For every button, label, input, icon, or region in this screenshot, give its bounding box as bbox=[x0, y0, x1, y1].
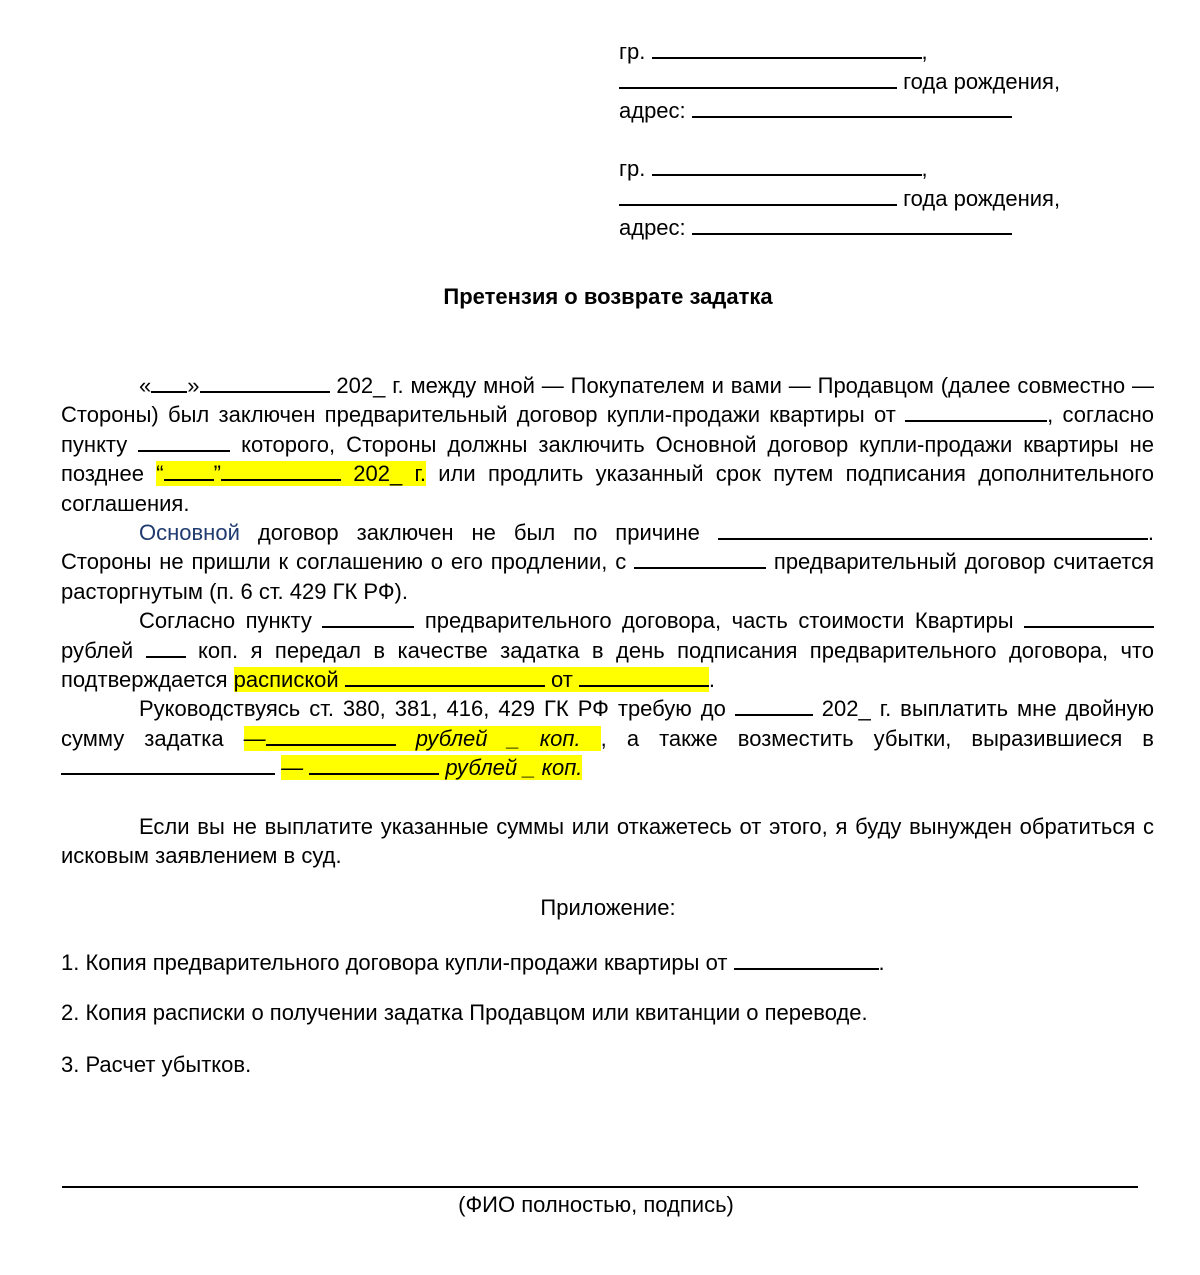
name-blank bbox=[652, 154, 922, 176]
losses-reason-blank bbox=[61, 753, 275, 775]
losses-amount-blank bbox=[309, 753, 439, 775]
day-blank bbox=[151, 371, 187, 393]
termination-date-blank bbox=[634, 547, 766, 569]
deadline-highlight: “ ” 202_ г. bbox=[156, 461, 426, 487]
annex-title: Приложение: bbox=[540, 895, 676, 920]
address-line: адрес: bbox=[619, 213, 1139, 243]
address-blank bbox=[692, 213, 1012, 235]
document-title: Претензия о возврате задатка bbox=[443, 284, 773, 309]
signature-label: (ФИО полностью, подпись) bbox=[458, 1192, 734, 1217]
deadline-month-blank bbox=[221, 459, 341, 481]
annex-item-3: 3. Расчет убытков. bbox=[61, 1052, 252, 1077]
signature-line bbox=[62, 1186, 1138, 1188]
double-deposit-blank bbox=[266, 724, 396, 746]
payment-date-blank bbox=[735, 694, 813, 716]
paragraph-1: « » 202_ г. между мной — Покупателем и вами — Продавцом (далее совместно — Стороны) был заключен предварительный договор купли-продажи квартиры от , согласно пункту которого, Стороны должны заключить Основной договор купли-продажи квартиры не позднее “ ” 202_ г. или продлить указанный срок путем подписания дополнительного соглашения. bbox=[61, 373, 1155, 516]
document-body bbox=[61, 371, 1154, 783]
birth-year-blank bbox=[619, 67, 897, 89]
clause-blank bbox=[138, 430, 230, 452]
clause-blank bbox=[322, 606, 414, 628]
receipt-blank bbox=[345, 665, 545, 687]
reason-blank bbox=[718, 518, 1148, 540]
annex-item-2: 2. Копия расписки о получении задатка Продавцом или квитанции о переводе. bbox=[61, 1000, 868, 1025]
addressee-block-1 bbox=[619, 37, 1139, 126]
annex-item-1: 1. Копия предварительного договора купли-продажи квартиры от . bbox=[61, 950, 885, 975]
address-blank bbox=[692, 96, 1012, 118]
citizen-line: гр. , bbox=[619, 39, 928, 64]
citizen-line: гр. , bbox=[619, 156, 928, 181]
annex-date-blank bbox=[734, 948, 879, 970]
address-line: адрес: bbox=[619, 96, 1139, 126]
name-blank bbox=[652, 37, 922, 59]
paragraph-2: Основной договор заключен не был по причине . Стороны не пришли к соглашению о его продлении, с предварительный договор считается расторгнутым (п. 6 ст. 429 ГК РФ). bbox=[61, 520, 1155, 604]
double-deposit-highlight: — рублей _ коп. bbox=[243, 725, 601, 751]
warning-paragraph-wrap bbox=[61, 812, 1154, 871]
paragraph-4: Руководствуясь ст. 380, 381, 416, 429 ГК РФ требую до 202_ г. выплатить мне двойную сумму задатка — рублей _ коп. , а также возместить убытки, выразившиеся в — рублей _ коп. bbox=[61, 696, 1154, 781]
birth-year-blank bbox=[619, 184, 897, 206]
birth-line: года рождения, bbox=[619, 67, 1139, 97]
rubles-blank bbox=[1024, 606, 1154, 628]
birth-line: года рождения, bbox=[619, 184, 1139, 214]
contract-date-blank bbox=[905, 400, 1047, 422]
month-blank bbox=[200, 371, 330, 393]
kopecks-blank bbox=[146, 636, 186, 658]
receipt-date-blank bbox=[579, 665, 709, 687]
deadline-day-blank bbox=[164, 459, 214, 481]
receipt-highlight: распиской от bbox=[234, 667, 709, 692]
paragraph-3: Согласно пункту предварительного договора, часть стоимости Квартиры рублей коп. я передал в качестве задатка в день подписания предварительного договора, что подтверждается распиской от . bbox=[61, 608, 1154, 693]
addressee-block-2 bbox=[619, 154, 1139, 243]
losses-highlight: — рублей _ коп. bbox=[281, 755, 583, 781]
paragraph-5: Если вы не выплатите указанные суммы или откажетесь от этого, я буду вынужден обратиться с исковым заявлением в суд. bbox=[61, 814, 1154, 869]
